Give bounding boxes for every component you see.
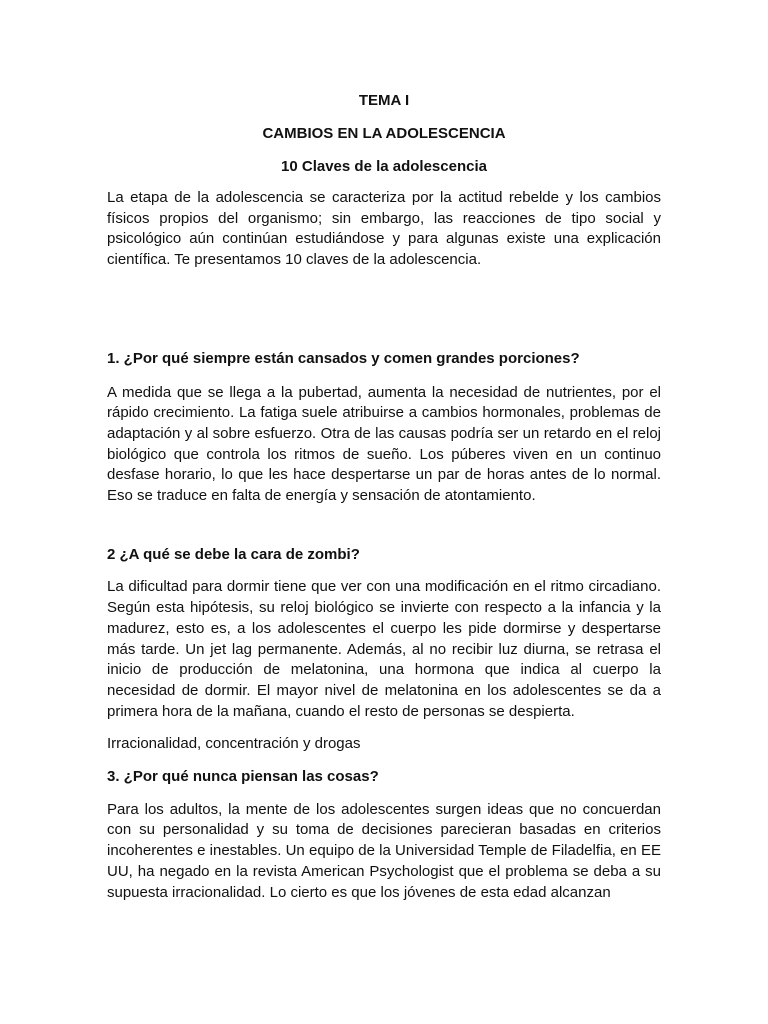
section-3-question: 3. ¿Por qué nunca piensan las cosas? (107, 768, 379, 786)
section-1-question: 1. ¿Por qué siempre están cansados y comen grandes porciones? (107, 349, 580, 367)
section-2-question: 2 ¿A qué se debe la cara de zombi? (107, 545, 360, 563)
document-body (107, 91, 661, 903)
document-heading: 10 Claves de la adolescencia (281, 158, 487, 175)
section-2-answer: La dificultad para dormir tiene que ver con una modificación en el ritmo circadiano. Según esta hipótesis, su reloj biológico se invierte con respecto a la infancia y la madurez, esto es, a los adolescentes el cuerpo les pide dormirse y despertarse más tarde. Un jet lag permanente. Además, al no recibir luz diurna, se retrasa el inicio de producción de melatonina, una hormona que indica al cuerpo la necesidad de dormir. El mayor nivel de melatonina en los adolescentes se da a primera hora de la mañana, cuando el resto de personas se despierta. (107, 578, 661, 720)
document-subtitle: CAMBIOS EN LA ADOLESCENCIA (262, 125, 506, 142)
section-1-answer: A medida que se llega a la pubertad, aumenta la necesidad de nutrientes, por el rápido crecimiento. La fatiga suele atribuirse a cambios hormonales, problemas de adaptación y al sobre esfuerzo. Otra de las causas podría ser un retardo en el reloj biológico que controla los ritmos de sueño. Los púberes viven en un continuo desfase horario, lo que les hace despertarse un par de horas antes de lo normal. Eso se traduce en falta de energía y sensación de atontamiento. (107, 383, 661, 505)
section-3-answer: Para los adultos, la mente de los adolescentes surgen ideas que no concuerdan con su personalidad y su toma de decisiones parecieran basadas en criterios incoherentes e inestables. Un equipo de la Universidad Temple de Filadelfia, en EE UU, ha negado en la revista American Psychologist que el problema se deba a su supuesta irracionalidad. Lo cierto es que los jóvenes de esta edad alcanzan (107, 800, 661, 901)
intro-paragraph: La etapa de la adolescencia se caracteriza por la actitud rebelde y los cambios físicos propios del organismo; sin embargo, las reacciones de tipo social y psicológico aún continúan estudiándose y para algunas existe una explicación científica. Te presentamos 10 claves de la adolescencia. (107, 189, 661, 269)
document-title: TEMA I (358, 92, 410, 109)
section-subheading: Irracionalidad, concentración y drogas (107, 735, 361, 753)
